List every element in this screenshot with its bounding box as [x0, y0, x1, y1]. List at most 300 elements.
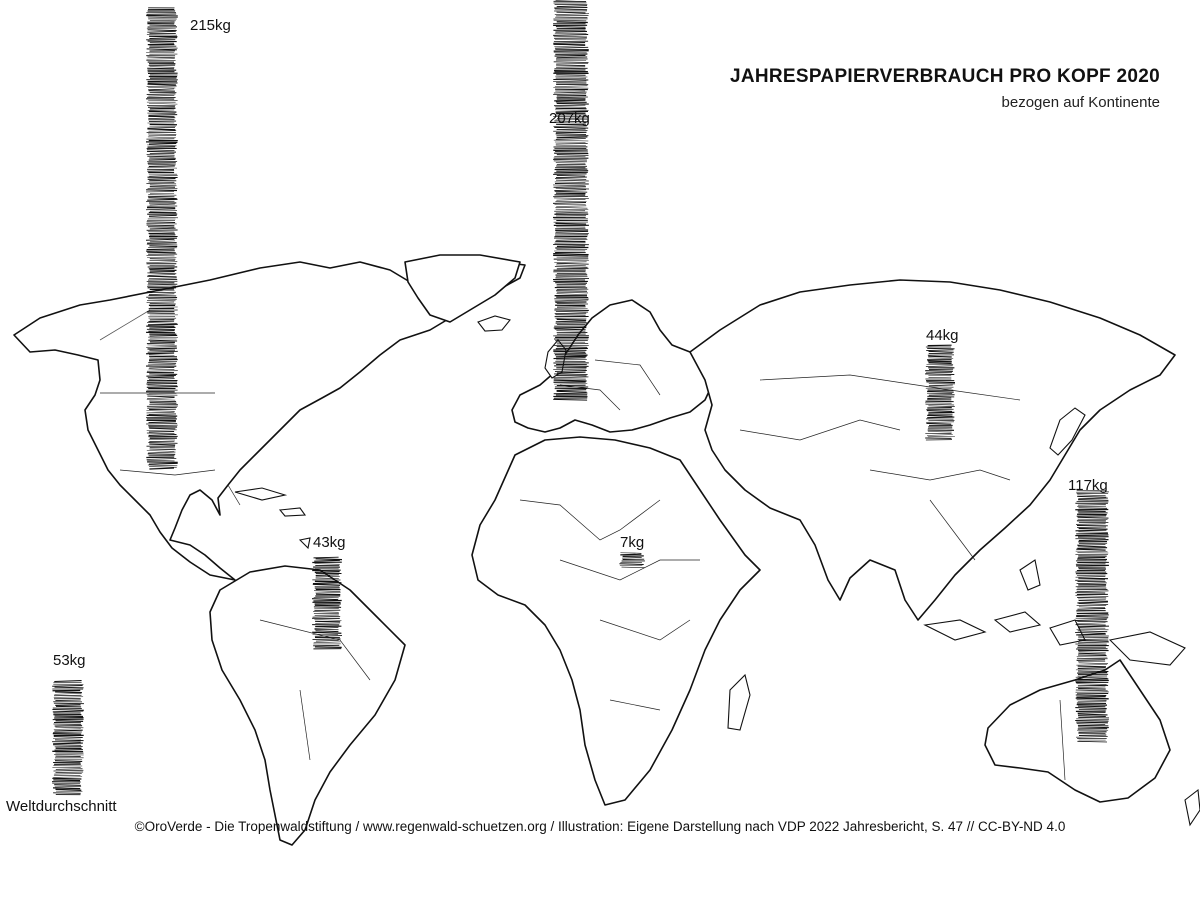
paper-sheet-line	[1078, 546, 1106, 547]
paper-sheet-line	[557, 294, 588, 295]
paper-sheet-line	[148, 443, 177, 444]
paper-sheet-line	[150, 25, 176, 26]
paper-sheet-line	[53, 734, 81, 735]
paper-sheet-line	[1077, 591, 1109, 592]
paper-sheet-line	[553, 43, 585, 44]
paper-sheet-line	[556, 331, 585, 332]
paper-sheet-line	[556, 321, 586, 322]
paper-sheet-line	[1075, 681, 1108, 682]
paper-sheet-line	[1078, 500, 1108, 501]
paper-sheet-line	[55, 687, 84, 688]
paper-sheet-line	[149, 327, 175, 328]
paper-sheet-line	[556, 27, 586, 28]
paper-sheet-line	[146, 52, 174, 53]
paper-sheet-line	[149, 180, 176, 181]
paper-sheet-line	[149, 401, 176, 402]
paper-sheet-line	[146, 16, 178, 17]
paper-sheet-line	[148, 465, 177, 466]
paper-sheet-line	[146, 347, 177, 348]
paper-sheet-line	[149, 374, 177, 375]
paper-sheet-line	[1077, 548, 1107, 549]
paper-sheet-line	[148, 454, 176, 455]
paper-sheet-line	[148, 452, 175, 453]
paper-sheet-line	[149, 361, 177, 362]
paper-sheet-line	[555, 329, 586, 330]
paper-sheet-line	[149, 166, 175, 167]
paper-sheet-line	[1076, 524, 1106, 525]
paper-sheet-line	[556, 65, 585, 66]
paper-sheet-line	[555, 267, 588, 268]
paper-sheet-line	[926, 423, 951, 424]
paper-sheet-line	[148, 377, 174, 378]
paper-sheet-line	[1076, 634, 1106, 635]
value-label-africa: 7kg	[620, 534, 645, 551]
paper-sheet-line	[150, 342, 175, 343]
chart-subtitle: bezogen auf Kontinente	[1001, 94, 1160, 111]
paper-sheet-line	[1079, 607, 1105, 608]
paper-sheet-line	[147, 155, 175, 156]
paper-sheet-line	[147, 323, 177, 324]
paper-sheet-line	[1077, 697, 1106, 698]
paper-sheet-line	[1079, 641, 1109, 642]
paper-sheet-line	[1078, 505, 1106, 506]
paper-sheet-line	[555, 283, 587, 284]
paper-sheet-line	[316, 640, 339, 641]
paper-sheet-line	[315, 647, 342, 648]
paper-sheet-line	[147, 31, 176, 32]
paper-sheet-line	[148, 363, 176, 364]
paper-sheet-line	[1076, 565, 1109, 566]
paper-sheet-line	[148, 110, 175, 111]
paper-stack-oceania	[1075, 490, 1109, 742]
paper-sheet-line	[53, 777, 82, 778]
paper-sheet-line	[1075, 721, 1108, 722]
paper-sheet-line	[1076, 549, 1105, 550]
paper-stack-world	[52, 681, 84, 795]
paper-sheet-line	[555, 169, 588, 170]
paper-sheet-line	[557, 268, 589, 269]
paper-sheet-line	[555, 207, 587, 208]
paper-sheet-line	[929, 385, 953, 386]
paper-sheet-line	[556, 139, 586, 140]
paper-sheet-line	[620, 554, 641, 555]
paper-sheet-line	[1076, 615, 1109, 616]
paper-sheet-line	[55, 786, 81, 787]
paper-sheet-line	[55, 727, 83, 728]
paper-sheet-line	[315, 593, 340, 594]
paper-sheet-line	[1076, 677, 1108, 678]
paper-sheet-line	[149, 175, 178, 176]
paper-sheet-line	[149, 294, 174, 295]
paper-sheet-line	[148, 198, 177, 199]
paper-sheet-line	[55, 705, 80, 706]
paper-sheet-line	[557, 257, 589, 258]
paper-sheet-line	[313, 612, 339, 613]
paper-sheet-line	[148, 30, 177, 31]
paper-sheet-line	[147, 127, 175, 128]
paper-sheet-line	[928, 358, 953, 359]
paper-sheet-line	[553, 159, 587, 160]
paper-sheet-line	[150, 43, 174, 44]
paper-sheet-line	[147, 371, 178, 372]
paper-sheet-line	[147, 225, 175, 226]
paper-sheet-line	[1077, 583, 1107, 584]
paper-sheet-line	[314, 607, 341, 608]
paper-stack-latin-america	[312, 557, 342, 649]
paper-sheet-line	[553, 35, 588, 36]
paper-sheet-line	[555, 371, 587, 372]
paper-sheet-line	[1076, 719, 1109, 720]
paper-sheet-line	[1079, 508, 1108, 509]
paper-sheet-line	[554, 198, 589, 199]
paper-sheet-line	[146, 262, 177, 263]
paper-sheet-line	[1079, 652, 1106, 653]
paper-sheet-line	[557, 391, 587, 392]
credits-footer: ©OroVerde - Die Tropenwaldstiftung / www.regenwald-schuetzen.org / Illustration: Eigene Darstellung nach VDP 2022 Jahresbericht, S. 47 // CC-BY-ND 4.0	[134, 819, 1066, 834]
paper-sheet-line	[1079, 732, 1107, 733]
paper-sheet-line	[555, 228, 585, 229]
paper-sheet-line	[53, 738, 81, 739]
paper-sheet-line	[1078, 642, 1109, 643]
paper-sheet-line	[556, 134, 586, 135]
paper-sheet-line	[147, 28, 176, 29]
paper-sheet-line	[1076, 690, 1108, 691]
paper-sheet-line	[556, 171, 588, 172]
paper-sheet-line	[149, 38, 177, 39]
paper-sheet-line	[1079, 735, 1106, 736]
paper-sheet-line	[1076, 665, 1107, 666]
paper-sheet-line	[313, 583, 341, 584]
paper-sheet-line	[557, 129, 586, 130]
paper-sheet-line	[149, 414, 176, 415]
paper-sheet-line	[553, 87, 588, 88]
paper-sheet-line	[555, 76, 587, 77]
paper-sheet-line	[54, 774, 82, 775]
paper-sheet-line	[1076, 596, 1109, 597]
paper-sheet-line	[925, 374, 954, 375]
paper-sheet-line	[147, 171, 174, 172]
paper-sheet-line	[55, 740, 84, 741]
paper-sheet-line	[1078, 532, 1107, 533]
paper-sheet-line	[56, 769, 83, 770]
paper-sheet-line	[148, 385, 178, 386]
paper-sheet-line	[147, 415, 178, 416]
paper-sheet-line	[553, 131, 587, 132]
paper-sheet-line	[54, 695, 82, 696]
paper-sheet-line	[553, 44, 585, 45]
paper-sheet-line	[926, 350, 953, 351]
paper-sheet-line	[148, 232, 174, 233]
paper-sheet-line	[147, 395, 178, 396]
paper-sheet-line	[147, 396, 174, 397]
paper-sheet-line	[149, 444, 175, 445]
paper-sheet-line	[555, 31, 587, 32]
paper-sheet-line	[927, 417, 954, 418]
paper-sheet-line	[149, 435, 177, 436]
paper-sheet-line	[56, 791, 82, 792]
paper-sheet-line	[147, 345, 176, 346]
paper-sheet-line	[1079, 601, 1108, 602]
paper-sheet-line	[54, 737, 83, 738]
paper-sheet-line	[147, 113, 175, 114]
paper-sheet-line	[54, 697, 83, 698]
paper-sheet-line	[1077, 658, 1108, 659]
paper-sheet-line	[53, 724, 81, 725]
paper-sheet-line	[554, 62, 589, 63]
paper-sheet-line	[316, 594, 340, 595]
paper-sheet-line	[150, 259, 176, 260]
paper-sheet-line	[147, 313, 174, 314]
paper-sheet-line	[1077, 496, 1106, 497]
paper-sheet-line	[150, 67, 175, 68]
paper-sheet-line	[928, 428, 952, 429]
paper-sheet-line	[557, 97, 588, 98]
paper-sheet-line	[148, 195, 176, 196]
paper-sheet-line	[553, 174, 587, 175]
paper-sheet-line	[147, 252, 176, 253]
paper-sheet-line	[147, 156, 174, 157]
paper-sheet-line	[53, 732, 82, 733]
paper-sheet-line	[147, 243, 177, 244]
paper-sheet-line	[312, 599, 338, 600]
paper-sheet-line	[1078, 655, 1107, 656]
paper-sheet-line	[553, 94, 586, 95]
paper-sheet-line	[316, 559, 342, 560]
paper-sheet-line	[556, 188, 589, 189]
paper-sheet-line	[1078, 666, 1106, 667]
paper-sheet-line	[315, 636, 342, 637]
paper-sheet-line	[620, 553, 641, 554]
paper-sheet-line	[53, 745, 81, 746]
paper-sheet-line	[622, 557, 642, 558]
paper-sheet-line	[557, 292, 588, 293]
paper-sheet-line	[148, 337, 178, 338]
paper-sheet-line	[1078, 725, 1109, 726]
paper-sheet-line	[1077, 506, 1106, 507]
paper-sheet-line	[1078, 498, 1108, 499]
paper-sheet-line	[149, 355, 174, 356]
paper-sheet-line	[149, 91, 175, 92]
paper-sheet-line	[314, 597, 339, 598]
paper-sheet-line	[146, 424, 177, 425]
paper-sheet-line	[52, 783, 80, 784]
paper-sheet-line	[1078, 517, 1109, 518]
paper-sheet-line	[554, 353, 586, 354]
paper-sheet-line	[148, 88, 175, 89]
paper-sheet-line	[557, 304, 588, 305]
paper-sheet-line	[555, 86, 588, 87]
paper-sheet-line	[149, 103, 178, 104]
paper-sheet-line	[55, 761, 82, 762]
paper-sheet-line	[149, 115, 178, 116]
paper-sheet-line	[54, 729, 81, 730]
paper-sheet-line	[149, 111, 177, 112]
paper-sheet-line	[147, 430, 177, 431]
paper-sheet-line	[554, 393, 588, 394]
paper-sheet-line	[148, 89, 174, 90]
paper-sheet-line	[556, 60, 586, 61]
paper-sheet-line	[56, 789, 82, 790]
paper-sheet-line	[556, 180, 589, 181]
paper-sheet-line	[316, 631, 339, 632]
paper-sheet-line	[149, 468, 174, 469]
paper-sheet-line	[556, 239, 587, 240]
paper-sheet-line	[555, 55, 586, 56]
paper-sheet-line	[147, 462, 178, 463]
paper-sheet-line	[150, 304, 176, 305]
value-label-world: 53kg	[53, 652, 86, 669]
paper-sheet-line	[554, 51, 589, 52]
paper-sheet-line	[1075, 632, 1105, 633]
paper-sheet-line	[1077, 602, 1108, 603]
paper-sheet-line	[925, 371, 953, 372]
paper-sheet-line	[556, 145, 586, 146]
paper-sheet-line	[1077, 597, 1106, 598]
paper-sheet-line	[147, 459, 177, 460]
paper-sheet-line	[315, 572, 340, 573]
paper-sheet-line	[149, 121, 176, 122]
paper-sheet-line	[149, 356, 177, 357]
paper-sheet-line	[148, 137, 176, 138]
paper-sheet-line	[554, 383, 587, 384]
paper-sheet-line	[146, 142, 177, 143]
paper-sheet-line	[148, 340, 177, 341]
paper-sheet-line	[554, 328, 587, 329]
paper-sheet-line	[149, 131, 177, 132]
paper-sheet-line	[148, 284, 178, 285]
paper-sheet-line	[1078, 706, 1105, 707]
paper-sheet-line	[146, 190, 177, 191]
paper-sheet-line	[149, 422, 176, 423]
paper-sheet-line	[148, 179, 176, 180]
paper-sheet-line	[1078, 716, 1106, 717]
paper-sheet-line	[54, 730, 82, 731]
paper-sheet-line	[1075, 538, 1105, 539]
paper-sheet-line	[1078, 714, 1108, 715]
paper-sheet-line	[555, 300, 589, 301]
paper-sheet-line	[1077, 730, 1108, 731]
paper-sheet-line	[555, 47, 588, 48]
paper-sheet-line	[150, 449, 176, 450]
value-label-asia: 44kg	[926, 327, 959, 344]
paper-sheet-line	[556, 132, 587, 133]
paper-sheet-line	[555, 107, 586, 108]
paper-sheet-line	[1075, 580, 1105, 581]
paper-sheet-line	[148, 324, 178, 325]
paper-sheet-line	[1075, 620, 1107, 621]
paper-sheet-line	[148, 164, 176, 165]
paper-sheet-line	[1077, 700, 1107, 701]
paper-sheet-line	[147, 150, 175, 151]
paper-stack-africa	[619, 553, 645, 568]
paper-sheet-line	[556, 193, 586, 194]
paper-sheet-line	[147, 94, 176, 95]
paper-sheet-line	[56, 772, 84, 773]
paper-sheet-line	[557, 103, 589, 104]
paper-sheet-line	[1078, 689, 1106, 690]
paper-sheet-line	[1078, 727, 1109, 728]
paper-sheet-line	[555, 14, 589, 15]
paper-sheet-line	[148, 17, 178, 18]
paper-sheet-line	[147, 59, 175, 60]
paper-sheet-line	[54, 681, 81, 682]
paper-sheet-line	[554, 358, 586, 359]
value-label-oceania: 117kg	[1068, 477, 1108, 494]
paper-sheet-line	[149, 159, 176, 160]
paper-sheet-line	[146, 411, 174, 412]
paper-sheet-line	[556, 144, 588, 145]
paper-sheet-line	[148, 107, 175, 108]
paper-sheet-line	[52, 686, 82, 687]
paper-sheet-line	[146, 209, 175, 210]
paper-sheet-line	[1076, 617, 1108, 618]
paper-sheet-line	[315, 564, 340, 565]
paper-sheet-line	[554, 190, 586, 191]
paper-sheet-line	[147, 407, 177, 408]
paper-sheet-line	[927, 411, 952, 412]
value-label-europe: 207kg	[549, 110, 590, 127]
paper-sheet-line	[556, 177, 587, 178]
paper-sheet-line	[554, 70, 586, 71]
paper-sheet-line	[147, 399, 176, 400]
value-label-north-america: 215kg	[190, 17, 231, 34]
paper-sheet-line	[926, 382, 955, 383]
paper-sheet-line	[148, 167, 177, 168]
paper-sheet-line	[148, 279, 177, 280]
paper-sheet-line	[147, 129, 175, 130]
paper-sheet-line	[147, 451, 174, 452]
paper-sheet-line	[929, 363, 952, 364]
paper-sheet-line	[149, 278, 177, 279]
paper-sheet-line	[554, 100, 585, 101]
paper-sheet-line	[149, 463, 178, 464]
paper-sheet-line	[553, 254, 588, 255]
paper-sheet-line	[316, 578, 339, 579]
paper-sheet-line	[554, 140, 589, 141]
paper-sheet-line	[54, 759, 82, 760]
paper-sheet-line	[1077, 705, 1107, 706]
paper-sheet-line	[1078, 578, 1108, 579]
paper-sheet-line	[1078, 653, 1105, 654]
paper-sheet-line	[314, 591, 340, 592]
paper-sheet-line	[553, 80, 588, 81]
paper-sheet-line	[1076, 698, 1109, 699]
paper-sheet-line	[929, 377, 952, 378]
paper-sheet-line	[148, 134, 176, 135]
paper-sheet-line	[150, 228, 176, 229]
paper-sheet-line	[557, 175, 586, 176]
paper-sheet-line	[555, 278, 589, 279]
paper-sheet-line	[1077, 501, 1109, 502]
paper-sheet-line	[147, 151, 176, 152]
paper-sheet-line	[149, 143, 176, 144]
paper-sheet-line	[148, 41, 177, 42]
paper-sheet-line	[1077, 679, 1108, 680]
paper-sheet-line	[1079, 604, 1108, 605]
paper-sheet-line	[1076, 684, 1106, 685]
paper-sheet-line	[313, 639, 341, 640]
paper-sheet-line	[150, 270, 177, 271]
paper-sheet-line	[146, 239, 174, 240]
paper-sheet-line	[554, 366, 589, 367]
paper-sheet-line	[554, 161, 587, 162]
paper-sheet-line	[147, 49, 177, 50]
paper-sheet-line	[315, 581, 339, 582]
paper-sheet-line	[149, 47, 177, 48]
paper-sheet-line	[555, 184, 589, 185]
paper-sheet-line	[556, 356, 587, 357]
world-average-label: Weltdurchschnitt	[6, 798, 117, 815]
